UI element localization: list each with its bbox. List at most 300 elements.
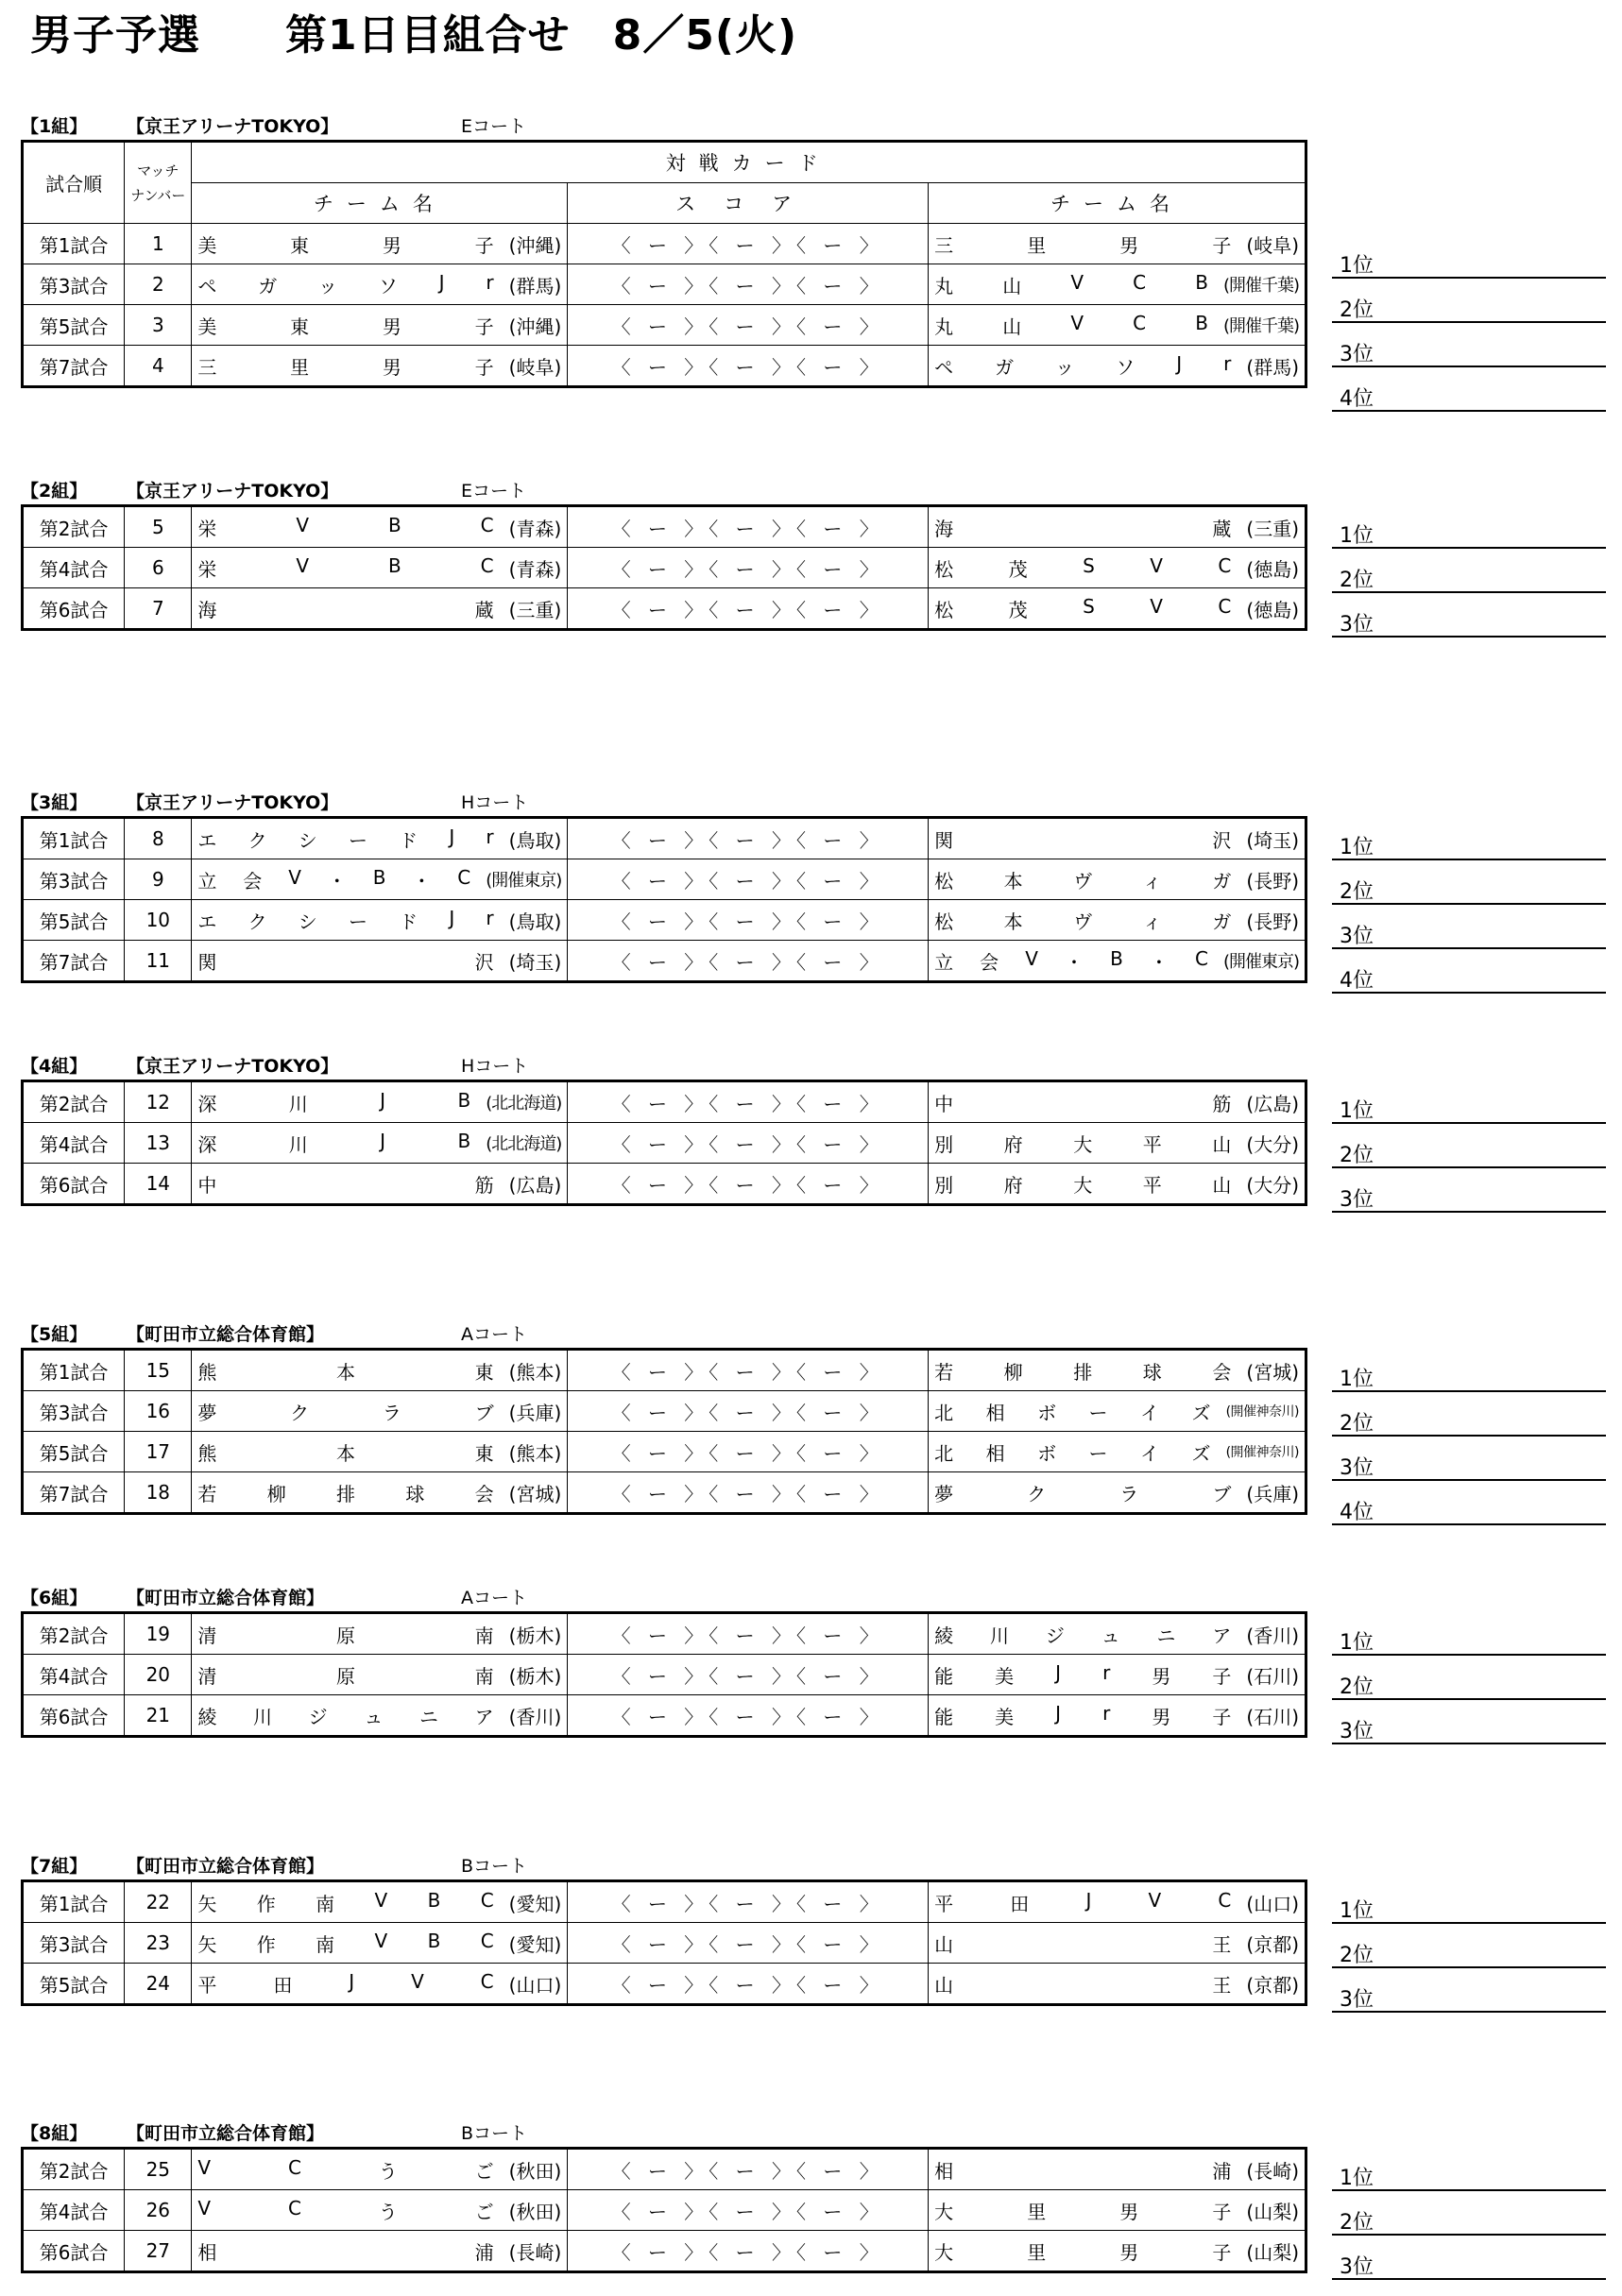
team-name-char: 山 xyxy=(1212,1173,1232,1197)
rank-label: 3位 xyxy=(1340,343,1374,366)
team-name xyxy=(197,1621,508,1648)
team-name-char: 平 xyxy=(934,1892,954,1915)
match-order: 第2試合 xyxy=(23,1081,125,1123)
group-venue: 【京王アリーナTOKYO】 xyxy=(127,1056,339,1077)
match-table xyxy=(21,1879,1307,2006)
team-name xyxy=(197,271,508,298)
team-name-char: V xyxy=(1070,311,1084,334)
match-number: 4 xyxy=(125,346,192,387)
match-row xyxy=(23,1881,1306,1923)
rank-list xyxy=(1332,2147,1606,2280)
team-prefecture: (三重) xyxy=(1246,517,1299,540)
rank-line[interactable] xyxy=(1332,905,1606,949)
rank-line[interactable] xyxy=(1332,1124,1606,1168)
team1-cell xyxy=(192,1123,568,1164)
team-name-char: 球 xyxy=(1142,1360,1162,1384)
team-name-char: B xyxy=(427,1929,441,1952)
team-cell xyxy=(929,1170,1305,1198)
team2-cell xyxy=(929,859,1306,900)
score-cell[interactable]: 〈 ー 〉〈 ー 〉〈 ー 〉 xyxy=(568,1923,929,1964)
team-name-char: 中 xyxy=(934,1092,954,1115)
team-name-char: 北 xyxy=(934,1441,954,1465)
team-prefecture: (群馬) xyxy=(1246,355,1299,379)
score-cell[interactable]: 〈 ー 〉〈 ー 〉〈 ー 〉 xyxy=(568,1432,929,1472)
match-order: 第5試合 xyxy=(23,305,125,346)
score-cell[interactable]: 〈 ー 〉〈 ー 〉〈 ー 〉 xyxy=(568,2149,929,2190)
team-name-char: 熊 xyxy=(197,1441,217,1465)
team1-cell xyxy=(192,1391,568,1432)
team-cell xyxy=(192,1130,567,1157)
team-name-char: ・ xyxy=(327,869,347,893)
team2-cell xyxy=(929,588,1306,630)
team-prefecture: (青森) xyxy=(508,557,562,581)
score-header: スコア xyxy=(568,183,929,224)
team-name-char: 本 xyxy=(1003,869,1023,893)
group-venue: 【町田市立総合体育館】 xyxy=(127,1588,325,1608)
team-cell xyxy=(192,2156,567,2184)
group-label: 【4組】 xyxy=(21,1056,88,1077)
team-name-char: 清 xyxy=(197,1664,217,1688)
team-cell xyxy=(192,271,567,298)
team-cell xyxy=(929,1889,1305,1916)
team-name xyxy=(197,1970,508,1998)
team-cell xyxy=(192,907,567,934)
team-name-char: B xyxy=(372,865,386,889)
group-venue: 【京王アリーナTOKYO】 xyxy=(127,792,339,813)
team-name-char: 原 xyxy=(336,1624,356,1647)
team2-cell xyxy=(929,1123,1306,1164)
team-cell xyxy=(192,1661,567,1689)
group-court: Bコート xyxy=(461,2123,528,2144)
rank-line[interactable] xyxy=(1332,1879,1606,1924)
team1-cell xyxy=(192,1432,568,1472)
team-prefecture: (鳥取) xyxy=(508,828,562,852)
team1-cell xyxy=(192,1655,568,1695)
team-name-char: 筋 xyxy=(1212,1092,1232,1115)
group-header xyxy=(21,1851,1608,1879)
team-name-char: J xyxy=(1176,351,1183,375)
match-row xyxy=(23,346,1306,387)
team-cell xyxy=(192,1970,567,1998)
score-cell[interactable]: 〈 ー 〉〈 ー 〉〈 ー 〉 xyxy=(568,1391,929,1432)
team2-cell xyxy=(929,818,1306,859)
team2-cell xyxy=(929,1164,1306,1205)
group-label: 【1組】 xyxy=(21,116,88,137)
team-prefecture: (徳島) xyxy=(1246,557,1299,581)
rank-line[interactable] xyxy=(1332,1656,1606,1700)
team-name xyxy=(934,1702,1246,1729)
team-name-char: 南 xyxy=(316,1932,335,1956)
team-name-char: ブ xyxy=(1212,1482,1232,1505)
team-name-char: 男 xyxy=(382,355,401,379)
team-prefecture: (岐阜) xyxy=(508,355,562,379)
group-venue: 【京王アリーナTOKYO】 xyxy=(127,116,339,137)
team-name xyxy=(934,2156,1246,2184)
group-header xyxy=(21,2118,1608,2147)
team-cell xyxy=(929,1621,1305,1648)
team-name-char: ボ xyxy=(1037,1401,1057,1424)
team-prefecture: (栃木) xyxy=(508,1624,562,1647)
match-number: 26 xyxy=(125,2190,192,2231)
rank-line[interactable] xyxy=(1332,1437,1606,1481)
team-name-char: 作 xyxy=(256,1932,276,1956)
team-name-char: C xyxy=(480,1929,494,1952)
rank-line[interactable] xyxy=(1332,593,1606,638)
match-order: 第1試合 xyxy=(23,818,125,859)
team-cell xyxy=(192,1357,567,1385)
score-cell[interactable]: 〈 ー 〉〈 ー 〉〈 ー 〉 xyxy=(568,1472,929,1514)
team-name-char: 子 xyxy=(1212,1705,1232,1728)
score-cell[interactable]: 〈 ー 〉〈 ー 〉〈 ー 〉 xyxy=(568,264,929,305)
team-name-char: 能 xyxy=(934,1705,954,1728)
group-header xyxy=(21,1583,1608,1611)
match-number: 8 xyxy=(125,818,192,859)
match-row xyxy=(23,506,1306,548)
team-cell xyxy=(192,352,567,380)
score-cell[interactable]: 〈 ー 〉〈 ー 〉〈 ー 〉 xyxy=(568,1655,929,1695)
match-order: 第3試合 xyxy=(23,859,125,900)
team-prefecture: (長野) xyxy=(1246,910,1299,933)
team-name-char: 本 xyxy=(1003,910,1023,933)
team-name xyxy=(934,866,1246,893)
team-name-char: 浦 xyxy=(474,2240,494,2264)
team-header: チーム名 xyxy=(192,183,568,224)
team-name-char: ・ xyxy=(412,869,432,893)
match-order: 第7試合 xyxy=(23,1472,125,1514)
score-cell[interactable]: 〈 ー 〉〈 ー 〉〈 ー 〉 xyxy=(568,548,929,588)
team-cell xyxy=(192,1702,567,1729)
match-order: 第3試合 xyxy=(23,264,125,305)
rank-line[interactable] xyxy=(1332,1968,1606,2013)
team-name xyxy=(934,825,1246,853)
team-prefecture: (宮城) xyxy=(1246,1360,1299,1384)
team-name-char: 栄 xyxy=(197,557,217,581)
team-name-char: 中 xyxy=(197,1173,217,1197)
team-name-char: 立 xyxy=(197,869,217,893)
team1-cell xyxy=(192,1164,568,1205)
team-name-char: 蔵 xyxy=(474,598,494,621)
match-number: 23 xyxy=(125,1923,192,1964)
rank-list xyxy=(1332,1080,1606,1213)
match-number: 1 xyxy=(125,224,192,264)
team2-cell xyxy=(929,1432,1306,1472)
score-cell[interactable]: 〈 ー 〉〈 ー 〉〈 ー 〉 xyxy=(568,1964,929,2005)
team-name xyxy=(197,1661,508,1689)
team-cell xyxy=(192,1089,567,1116)
match-number: 24 xyxy=(125,1964,192,2005)
team-name-char: 相 xyxy=(934,2159,954,2183)
score-cell[interactable]: 〈 ー 〉〈 ー 〉〈 ー 〉 xyxy=(568,224,929,264)
match-row xyxy=(23,1923,1306,1964)
team-prefecture: (徳島) xyxy=(1246,598,1299,621)
team-name xyxy=(197,312,508,339)
team1-cell xyxy=(192,859,568,900)
team-cell xyxy=(192,514,567,541)
team-prefecture: (山梨) xyxy=(1246,2200,1299,2223)
team-name-char: ・ xyxy=(1065,950,1084,974)
table-header-row xyxy=(23,142,1306,183)
team-name-char: 大 xyxy=(934,2240,954,2264)
score-cell[interactable]: 〈 ー 〉〈 ー 〉〈 ー 〉 xyxy=(568,2231,929,2272)
team-name-char: V xyxy=(374,1888,388,1912)
team-name-char: 男 xyxy=(1119,2240,1139,2264)
team-name-char: 茂 xyxy=(1008,557,1028,581)
match-number: 13 xyxy=(125,1123,192,1164)
score-cell[interactable]: 〈 ー 〉〈 ー 〉〈 ー 〉 xyxy=(568,506,929,548)
rank-line[interactable] xyxy=(1332,234,1606,279)
rank-line[interactable] xyxy=(1332,323,1606,367)
team-name-char: う xyxy=(378,2200,398,2223)
team-prefecture: (青森) xyxy=(508,517,562,540)
score-cell[interactable]: 〈 ー 〉〈 ー 〉〈 ー 〉 xyxy=(568,2190,929,2231)
team-name-char: 美 xyxy=(197,315,217,338)
team-name-char: ク xyxy=(1027,1482,1047,1505)
team-name-char: B xyxy=(1195,311,1208,334)
group-header xyxy=(21,788,1608,816)
team-cell xyxy=(929,1970,1305,1998)
team-prefecture: (栃木) xyxy=(508,1664,562,1688)
match-number: 15 xyxy=(125,1350,192,1391)
team2-cell xyxy=(929,2231,1306,2272)
rank-label: 1位 xyxy=(1340,1368,1374,1391)
team-name-char: V xyxy=(1025,946,1038,970)
team-name-char: エ xyxy=(197,910,217,933)
match-order: 第7試合 xyxy=(23,346,125,387)
team1-cell xyxy=(192,1923,568,1964)
team-name-char: 東 xyxy=(474,1360,494,1384)
team-name-char: 能 xyxy=(934,1664,954,1688)
team-name-char: 原 xyxy=(336,1664,356,1688)
match-row xyxy=(23,588,1306,630)
team-name-char: 松 xyxy=(934,598,954,621)
team-name-char: ブ xyxy=(474,1401,494,1424)
team-name xyxy=(934,1170,1246,1198)
team-prefecture: (熊本) xyxy=(508,1441,562,1465)
team-name-char: C xyxy=(287,2196,301,2219)
team-name-char: C xyxy=(480,553,494,577)
group-block xyxy=(21,476,1608,637)
team-name-char: 柳 xyxy=(266,1482,286,1505)
rank-line[interactable] xyxy=(1332,1700,1606,1744)
team-cell xyxy=(929,2156,1305,2184)
rank-label: 1位 xyxy=(1340,836,1374,859)
team-name-char: 山 xyxy=(1002,274,1022,298)
team-name-char: ッ xyxy=(318,274,338,298)
team-cell xyxy=(929,1398,1305,1425)
team-prefecture: (秋田) xyxy=(508,2159,562,2183)
match-number: 12 xyxy=(125,1081,192,1123)
rank-label: 2位 xyxy=(1340,2211,1374,2235)
team-cell xyxy=(192,1398,567,1425)
match-number: 11 xyxy=(125,941,192,982)
team-cell xyxy=(192,2237,567,2265)
team-name-char: 府 xyxy=(1003,1173,1023,1197)
team-cell xyxy=(929,1130,1305,1157)
rank-line[interactable] xyxy=(1332,2147,1606,2191)
team-cell xyxy=(929,947,1305,975)
team-name-char: J xyxy=(1055,1701,1062,1725)
rank-label: 3位 xyxy=(1340,925,1374,948)
team-name xyxy=(197,825,508,853)
rank-line[interactable] xyxy=(1332,367,1606,412)
team-name-char: 球 xyxy=(405,1482,425,1505)
team-name xyxy=(934,1970,1246,1998)
team1-cell xyxy=(192,1472,568,1514)
team-name-char: C xyxy=(480,1888,494,1912)
team-name-char: ご xyxy=(474,2159,494,2183)
score-cell[interactable]: 〈 ー 〉〈 ー 〉〈 ー 〉 xyxy=(568,1123,929,1164)
rank-line[interactable] xyxy=(1332,1168,1606,1213)
score-cell[interactable]: 〈 ー 〉〈 ー 〉〈 ー 〉 xyxy=(568,1613,929,1655)
score-cell[interactable]: 〈 ー 〉〈 ー 〉〈 ー 〉 xyxy=(568,859,929,900)
score-cell[interactable]: 〈 ー 〉〈 ー 〉〈 ー 〉 xyxy=(568,1164,929,1205)
match-order: 第6試合 xyxy=(23,588,125,630)
match-number: 6 xyxy=(125,548,192,588)
team1-cell xyxy=(192,1613,568,1655)
team-name-char: r xyxy=(1102,1660,1111,1684)
team-name-char: 府 xyxy=(1003,1132,1023,1156)
team-prefecture: (長崎) xyxy=(1246,2159,1299,2183)
team-prefecture: (広島) xyxy=(1246,1092,1299,1115)
rank-label: 3位 xyxy=(1340,2255,1374,2279)
team-name-char: 沢 xyxy=(474,950,494,974)
score-cell[interactable]: 〈 ー 〉〈 ー 〉〈 ー 〉 xyxy=(568,1081,929,1123)
order-header: 試合順 xyxy=(23,142,125,224)
rank-label: 4位 xyxy=(1340,1501,1374,1524)
team2-cell xyxy=(929,264,1306,305)
score-cell[interactable]: 〈 ー 〉〈 ー 〉〈 ー 〉 xyxy=(568,305,929,346)
team-name-char: 夢 xyxy=(197,1401,217,1424)
team-cell xyxy=(192,866,567,893)
rank-line[interactable] xyxy=(1332,816,1606,860)
team-prefecture: (熊本) xyxy=(508,1360,562,1384)
team-name xyxy=(197,1479,508,1506)
team-name-char: 子 xyxy=(1212,233,1232,257)
match-row xyxy=(23,548,1306,588)
rank-line[interactable] xyxy=(1332,1924,1606,1968)
team-name-char: 美 xyxy=(197,233,217,257)
team-name-char: B xyxy=(387,513,401,536)
rank-line[interactable] xyxy=(1332,860,1606,905)
team-prefecture: (宮城) xyxy=(508,1482,562,1505)
team-name xyxy=(934,230,1246,258)
team-name xyxy=(197,907,508,934)
team-name-char: 平 xyxy=(1142,1132,1162,1156)
team2-cell xyxy=(929,1655,1306,1695)
match-row xyxy=(23,1472,1306,1514)
team-name-char: ソ xyxy=(378,274,398,298)
score-cell[interactable]: 〈 ー 〉〈 ー 〉〈 ー 〉 xyxy=(568,346,929,387)
team-name-char: 熊 xyxy=(197,1360,217,1384)
team-name-char: 関 xyxy=(197,950,217,974)
score-cell[interactable]: 〈 ー 〉〈 ー 〉〈 ー 〉 xyxy=(568,1881,929,1923)
team-name xyxy=(197,866,486,893)
team-name-char: V xyxy=(288,865,301,889)
rank-label: 2位 xyxy=(1340,569,1374,592)
team-name-char: 会 xyxy=(1212,1360,1232,1384)
team-name xyxy=(934,1621,1246,1648)
rank-line[interactable] xyxy=(1332,279,1606,323)
team-name-char: 筋 xyxy=(474,1173,494,1197)
team1-cell xyxy=(192,548,568,588)
rank-line[interactable] xyxy=(1332,1080,1606,1124)
team-cell xyxy=(929,1661,1305,1689)
team-prefecture: (大分) xyxy=(1246,1132,1299,1156)
score-cell[interactable]: 〈 ー 〉〈 ー 〉〈 ー 〉 xyxy=(568,1350,929,1391)
team-name xyxy=(934,1479,1246,1506)
match-row xyxy=(23,1655,1306,1695)
team-name-char: V xyxy=(374,1929,388,1952)
team-name-char: 会 xyxy=(474,1482,494,1505)
rank-label: 1位 xyxy=(1340,1099,1374,1123)
group-venue: 【町田市立総合体育館】 xyxy=(127,2123,325,2144)
rank-line[interactable] xyxy=(1332,1611,1606,1656)
match-table xyxy=(21,1080,1307,1206)
rank-line[interactable] xyxy=(1332,549,1606,593)
rank-line[interactable] xyxy=(1332,1392,1606,1437)
team-prefecture: (埼玉) xyxy=(1246,828,1299,852)
team-cell xyxy=(929,1479,1305,1506)
group-block xyxy=(21,1319,1608,1524)
page-title: 男子予選 第1日目組合せ 8／5(火) xyxy=(30,11,798,60)
match-number: 18 xyxy=(125,1472,192,1514)
team-name-char: B xyxy=(427,1888,441,1912)
match-row xyxy=(23,1695,1306,1737)
rank-line[interactable] xyxy=(1332,949,1606,994)
rank-line[interactable] xyxy=(1332,2191,1606,2236)
score-cell[interactable]: 〈 ー 〉〈 ー 〉〈 ー 〉 xyxy=(568,900,929,941)
team-name-char: う xyxy=(378,2159,398,2183)
team-name-char: ラ xyxy=(1119,1482,1139,1505)
team-name-char: 山 xyxy=(1212,1132,1232,1156)
group-court: Hコート xyxy=(461,1056,529,1077)
team-cell xyxy=(929,595,1305,622)
team-name-char: 川 xyxy=(288,1092,308,1115)
rank-line[interactable] xyxy=(1332,1481,1606,1525)
team-name-char: ジ xyxy=(1045,1624,1065,1647)
team1-cell xyxy=(192,900,568,941)
match-order: 第6試合 xyxy=(23,1695,125,1737)
team-name-char: 山 xyxy=(934,1932,954,1956)
score-cell[interactable]: 〈 ー 〉〈 ー 〉〈 ー 〉 xyxy=(568,818,929,859)
group-header xyxy=(21,1319,1608,1348)
team-name-char: 蔵 xyxy=(1212,517,1232,540)
team-name-char: ク xyxy=(248,828,267,852)
team-cell xyxy=(192,1170,567,1198)
rank-label: 3位 xyxy=(1340,613,1374,637)
rank-line[interactable] xyxy=(1332,504,1606,549)
rank-line[interactable] xyxy=(1332,1348,1606,1392)
match-row xyxy=(23,1350,1306,1391)
team2-cell xyxy=(929,1081,1306,1123)
match-number: 19 xyxy=(125,1613,192,1655)
team-name xyxy=(197,1889,508,1916)
rank-line[interactable] xyxy=(1332,2236,1606,2280)
score-cell[interactable]: 〈 ー 〉〈 ー 〉〈 ー 〉 xyxy=(568,588,929,630)
team1-cell xyxy=(192,1695,568,1737)
team-cell xyxy=(192,1889,567,1916)
match-row xyxy=(23,859,1306,900)
team2-cell xyxy=(929,1472,1306,1514)
score-cell[interactable]: 〈 ー 〉〈 ー 〉〈 ー 〉 xyxy=(568,941,929,982)
score-cell[interactable]: 〈 ー 〉〈 ー 〉〈 ー 〉 xyxy=(568,1695,929,1737)
team-prefecture: (開催千葉) xyxy=(1222,316,1299,336)
team-name xyxy=(197,514,508,541)
match-order: 第5試合 xyxy=(23,1432,125,1472)
group-block xyxy=(21,1851,1608,2012)
match-order: 第2試合 xyxy=(23,1613,125,1655)
team2-cell xyxy=(929,941,1306,982)
